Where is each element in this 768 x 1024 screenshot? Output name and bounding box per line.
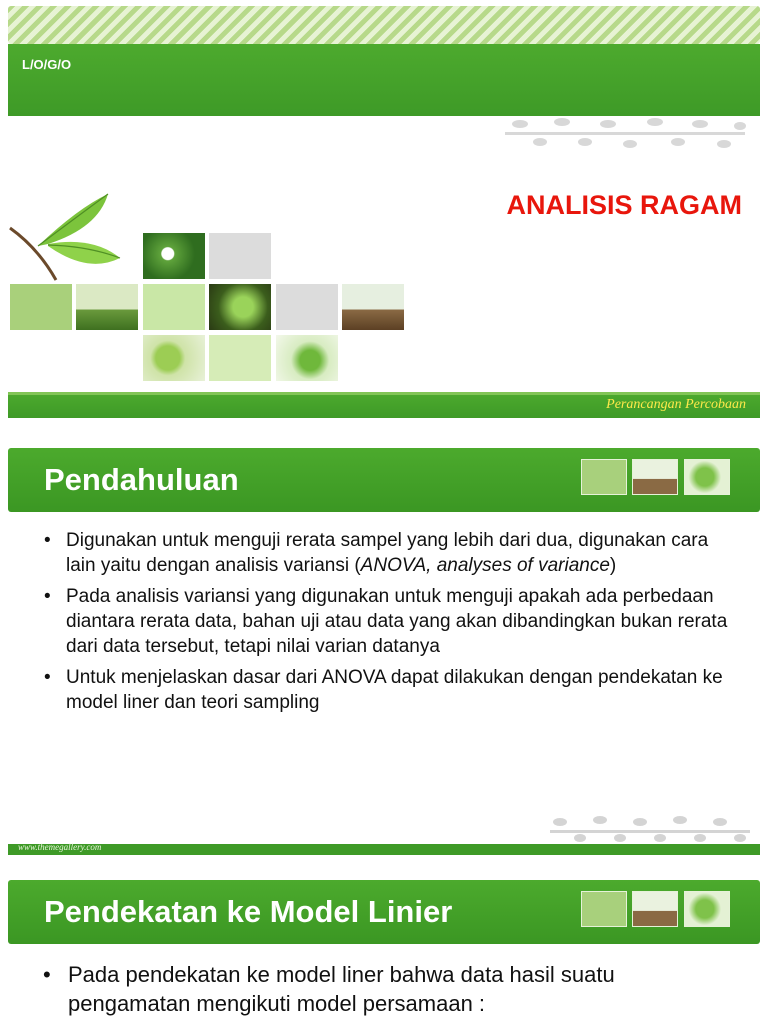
list-item [40, 528, 730, 578]
presentation-subtitle: Perancangan Percobaan [606, 397, 746, 412]
grey-tile [209, 233, 271, 279]
leaf-photo-tile [276, 335, 338, 381]
pale-green-tile [209, 335, 271, 381]
bud-photo-tile [143, 335, 205, 381]
bullet-list [40, 528, 730, 721]
sprout-photo-tile [209, 284, 271, 330]
bullet-list [40, 960, 740, 1018]
header-bar [8, 44, 760, 116]
title-slide [0, 0, 768, 426]
striped-banner [8, 6, 760, 44]
slide-title: Pendahuluan [44, 462, 239, 497]
footer-highlight-line [8, 392, 760, 395]
header-seedling-tile [632, 459, 678, 495]
slide-header-bar [8, 880, 760, 944]
header-green-tile [581, 891, 627, 927]
header-leaf-tile [684, 891, 730, 927]
slide-separator [0, 426, 768, 436]
slide-header-bar [8, 448, 760, 512]
logo-text: L/O/G/O [22, 57, 72, 72]
bullet-text-end: ) [609, 555, 617, 576]
content-slide-model-linier [0, 868, 768, 1024]
bullet-text: Digunakan untuk menguji rerata sampel yang lebih dari dua, digunakan cara lain yaitu dengan analisis variansi ( [66, 530, 709, 576]
header-leaf-tile [684, 459, 730, 495]
slide-separator [0, 858, 768, 868]
leaf-branch-image [8, 188, 128, 283]
list-item: • Untuk menjelaskan dasar dari ANOVA dapat dilakukan dengan pendekatan ke model liner dan teori sampling [40, 665, 730, 715]
seedling-photo-tile [342, 284, 404, 330]
plant-silhouette-decoration [548, 808, 754, 848]
presentation-title: ANALISIS RAGAM [506, 190, 742, 220]
plant-silhouette-decoration [500, 112, 750, 162]
footer-website: www.themegallery.com [18, 842, 102, 852]
light-green-tile [143, 284, 205, 330]
content-slide-pendahuluan [0, 436, 768, 858]
bullet-italic-text: ANOVA, analyses of variance [360, 555, 610, 576]
header-green-tile [581, 459, 627, 495]
grey-tile [276, 284, 338, 330]
footer-bar [8, 392, 760, 418]
list-item: • Pada pendekatan ke model liner bahwa data hasil suatu pengamatan mengikuti model persamaan : [40, 960, 740, 1018]
list-item: • Pada analisis variansi yang digunakan untuk menguji apakah ada perbedaan diantara rerata data, bahan uji atau data yang akan dibandingkan bukan rerata dari data tersebut, tetapi nilai varian datanya [40, 584, 730, 659]
header-seedling-tile [632, 891, 678, 927]
slide-title: Pendekatan ke Model Linier [44, 894, 453, 929]
footer-bar [8, 844, 760, 855]
flower-photo-tile [143, 233, 205, 279]
grass-photo-tile [76, 284, 138, 330]
green-tile [10, 284, 72, 330]
